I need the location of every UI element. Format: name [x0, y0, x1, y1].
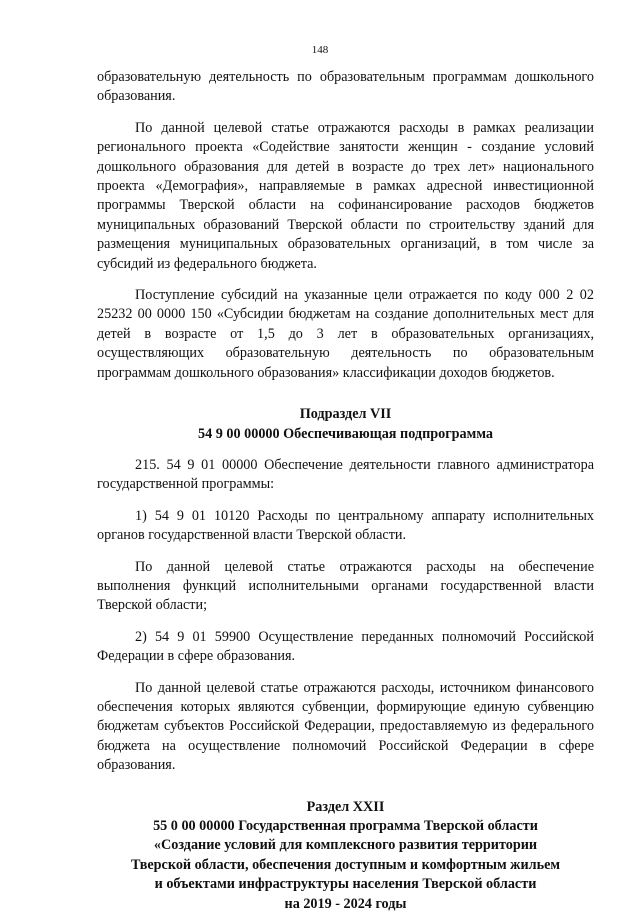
section-heading-line: Тверской области, обеспечения доступным и комфортным жильем	[130, 856, 561, 873]
paragraph: Поступление субсидий на указанные цели отражается по коду 000 2 02 25232 00 0000 150 «Субсидии бюджетам на создание дополнительных мест для детей в возрасте от 1,5 до 3 лет в образовательных организациях, осуществляющих образовательную деятельность по образовательным программам дошкольного образования» классификации доходов бюджетов.	[97, 287, 594, 381]
section-heading-line: «Создание условий для комплексного развития территории	[153, 837, 538, 854]
paragraph: 1) 54 9 01 10120 Расходы по центральному аппарату исполнительных органов государственной власти Тверской области.	[97, 507, 594, 544]
page-number: 148	[311, 44, 329, 56]
section-heading-line: и объектами инфраструктуры населения Тверской области	[154, 876, 537, 893]
paragraph: 2) 54 9 01 59900 Осуществление переданных полномочий Российской Федерации в сфере образования.	[97, 628, 594, 665]
paragraph: По данной целевой статье отражаются расходы на обеспечение выполнения функций исполнительными органами государственной власти Тверской области;	[97, 558, 594, 614]
section-title: Раздел XXII	[306, 798, 385, 815]
paragraph: По данной целевой статье отражаются расходы, источником финансового обеспечения которых являются субвенции, формирующие единую субвенцию бюджетам субъектов Российской Федерации, предоставляемую из федерального бюджета на осуществление полномочий Российской Федерации в сфере образования.	[97, 679, 594, 774]
document-body	[97, 68, 594, 914]
subsection-title: Подраздел VII	[299, 406, 392, 423]
paragraph: По данной целевой статье отражаются расходы в рамках реализации регионального проекта «Содействие занятости женщин - создание условий дошкольного образования для детей в возрасте до трех лет» национального проекта «Демография», направляемые в рамках адресной инвестиционной программы Тверской области на софинансирование расходов бюджетов муниципальных образований Тверской области по строительству зданий для размещения муниципальных образовательных организаций, в том числе за субсидий из федерального бюджета.	[97, 119, 594, 272]
subsection-subtitle: 54 9 00 00000 Обеспечивающая подпрограмма	[198, 425, 493, 442]
section-heading-line: 55 0 00 00000 Государственная программа Тверской области	[153, 818, 538, 834]
section-heading-line: на 2019 - 2024 годы	[284, 895, 407, 912]
paragraph: образовательную деятельность по образовательным программам дошкольного образования.	[97, 69, 594, 105]
paragraph: 215. 54 9 01 00000 Обеспечение деятельности главного администратора государственной программы:	[97, 456, 594, 493]
